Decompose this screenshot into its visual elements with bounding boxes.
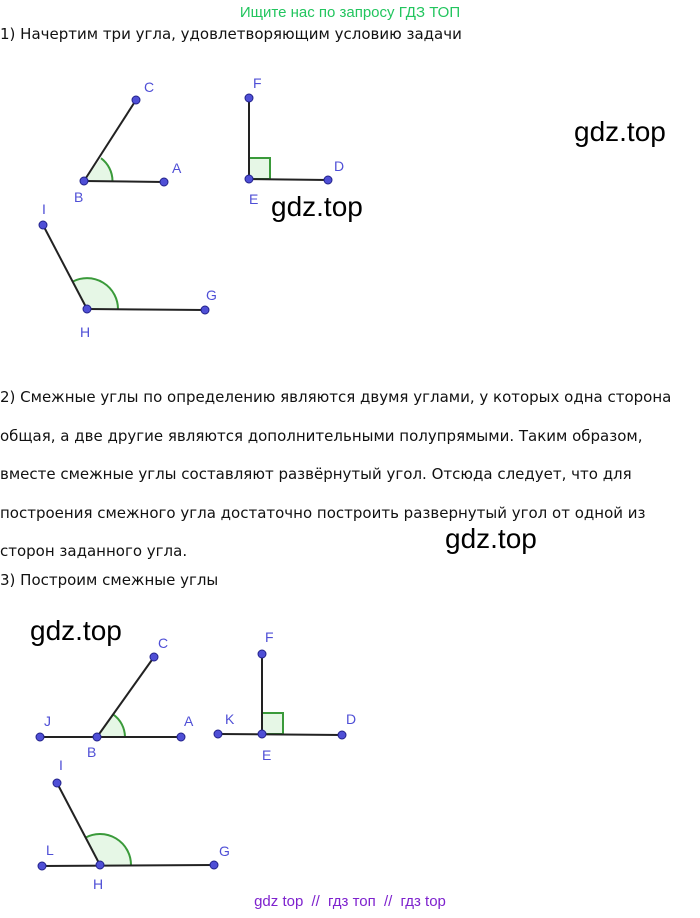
adjacent-angle-abc [36, 635, 194, 760]
point-label-a: A [184, 713, 194, 729]
point-label-i: I [42, 201, 46, 217]
footer-link[interactable]: gdz top [254, 893, 304, 910]
point-label-c: C [158, 635, 169, 651]
point-label-i: I [59, 757, 63, 773]
point-label-g: G [206, 287, 217, 303]
paragraph-line: вместе смежные углы составляют развёрнутый угол. Отсюда следует, что для [0, 465, 632, 483]
point-label-a: A [172, 160, 182, 176]
paragraph-line: 2) Смежные углы по определению являются двумя углами, у которых одна сторона [0, 388, 672, 406]
point-label-b: B [74, 189, 84, 205]
footer-separator: // [383, 893, 393, 910]
step-3-text: 3) Построим смежные углы [0, 571, 219, 589]
point-label-g: G [219, 843, 230, 859]
step-1-text: 1) Начертим три угла, удовлетворяющим условию задачи [0, 25, 462, 43]
point-label-c: C [144, 79, 155, 95]
footer-separator: // [311, 893, 320, 910]
point-label-l: L [46, 842, 54, 858]
footer-link[interactable]: гдз топ [328, 893, 376, 910]
paragraph-line: сторон заданного угла. [0, 542, 188, 560]
point-label-j: J [44, 713, 51, 729]
watermark: gdz.top [271, 191, 363, 222]
point-label-k: K [225, 711, 235, 727]
adjacent-angle-ihg [38, 757, 230, 892]
paragraph-line: построения смежного угла достаточно построить развернутый угол от одной из [0, 503, 646, 522]
watermark: gdz.top [574, 116, 666, 147]
point-label-e: E [262, 747, 272, 763]
footer-links [0, 893, 700, 910]
point-label-h: H [80, 324, 91, 340]
paragraph-line: общая, а две другие являются дополнительными полупрямыми. Таким образом, [0, 426, 643, 445]
point-label-f: F [265, 629, 274, 645]
point-label-d: D [334, 158, 345, 174]
search-hint-link[interactable]: Ищите нас по запросу ГДЗ ТОП [239, 4, 461, 21]
point-label-e: E [249, 191, 259, 207]
point-label-f: F [253, 75, 262, 91]
point-label-d: D [346, 711, 357, 727]
adjacent-angle-fed [214, 629, 356, 763]
watermark: gdz.top [445, 523, 537, 554]
point-label-b: B [87, 744, 97, 760]
footer-link[interactable]: гдз top [400, 893, 446, 910]
point-label-h: H [93, 876, 104, 892]
watermark: gdz.top [30, 615, 122, 646]
